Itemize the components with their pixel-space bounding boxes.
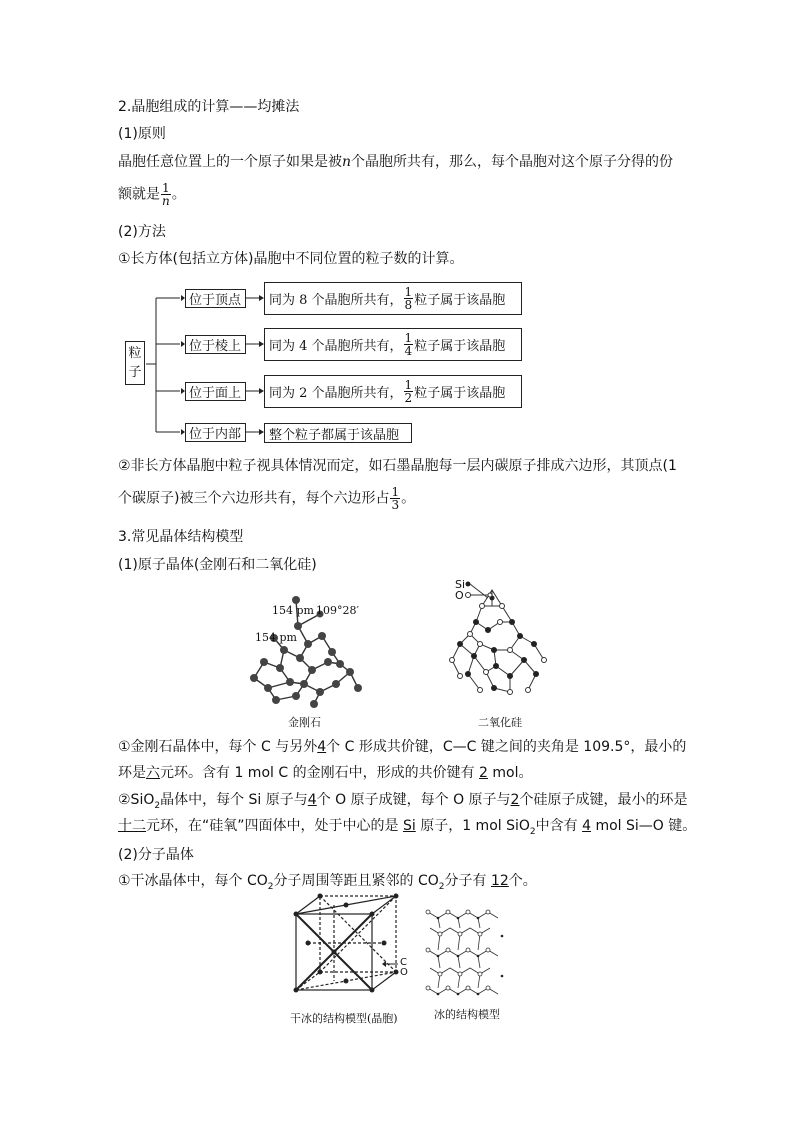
dry-ice-caption: 干冰的结构模型(晶胞) <box>290 1012 398 1025</box>
sio2-o-label: O <box>455 589 464 602</box>
principle-line-1: 晶胞任意位置上的一个原子如果是被n个晶胞所共有，那么，每个晶胞对这个原子分得的份 <box>118 154 674 170</box>
pos-box-vertex: 位于顶点 <box>185 289 246 308</box>
dry-ice-c-label: C <box>400 957 407 968</box>
subheading-molecular-crystal: (2)分子晶体 <box>118 847 194 863</box>
diamond-paragraph-line-2: 环是六元环。含有 1 mol C 的金刚石中，形成的共价键有 2 mol。 <box>118 765 533 781</box>
pos-box-face: 位于面上 <box>185 382 246 401</box>
root-box: 粒 子 <box>125 341 145 385</box>
dry-ice-paragraph: ①干冰晶体中，每个 $CO_2$分子周围等距且紧邻的 $CO_2$分子有 12个。 <box>118 873 537 892</box>
subheading-atomic-crystal: (1)原子晶体(金刚石和二氧化硅) <box>118 557 317 573</box>
sio2-caption: 二氧化硅 <box>478 716 522 729</box>
subheading-principle: (1)原则 <box>118 126 166 142</box>
diamond-bond-label-1: 154 pm <box>272 604 314 617</box>
section-title-3: 3.常见晶体结构模型 <box>118 529 244 545</box>
method-2-line-1: ②非长方体晶胞中粒子视具体情况而定，如石墨晶胞每一层内碳原子排成六边形，其顶点(1 <box>118 458 677 474</box>
desc-box-vertex: 同为 8 个晶胞所共有， $\frac{1}{8}$ 粒子属于该晶胞 <box>264 282 522 315</box>
diamond-bond-label-2: 154 pm <box>255 631 297 644</box>
desc-box-interior: 整个粒子都属于该晶胞 <box>264 423 412 443</box>
diamond-paragraph-line-1: ①金刚石晶体中，每个 C 与另外4个 C 形成共价键，C—C 键之间的夹角是 109.5°，最小的 <box>118 739 687 755</box>
section-title: 2.晶胞组成的计算——均摊法 <box>118 99 300 115</box>
ice-structure-figure <box>424 906 508 1006</box>
method-2-line-2: 个碳原子)被三个六边形共有，每个六边形占 $\frac{1}{3}$ 。 <box>118 485 416 512</box>
ice-caption: 冰的结构模型 <box>434 1008 500 1021</box>
diamond-caption: 金刚石 <box>288 716 321 729</box>
pos-box-edge: 位于棱上 <box>185 335 246 354</box>
desc-box-edge: 同为 4 个晶胞所共有， $\frac{1}{4}$ 粒子属于该晶胞 <box>264 328 522 361</box>
principle-line-2: 额就是 $\frac{1}{n}$ 。 <box>118 181 186 208</box>
fraction: $\frac{1}{n}$ <box>162 181 170 208</box>
dry-ice-o-label: O <box>400 967 408 978</box>
pos-box-interior: 位于内部 <box>185 423 246 442</box>
method-1: ①长方体(包括立方体)晶胞中不同位置的粒子数的计算。 <box>118 251 464 267</box>
desc-box-face: 同为 2 个晶胞所共有， $\frac{1}{2}$ 粒子属于该晶胞 <box>264 375 522 408</box>
sio2-paragraph-line-1: ②SiO$_2$晶体中，每个 Si 原子与4个 O 原子成键，每个 O 原子与2个硅原子成键，最小的环是 <box>118 792 688 811</box>
subheading-method: (2)方法 <box>118 224 166 240</box>
dry-ice-structure-figure <box>290 890 410 1005</box>
sio2-paragraph-line-2: 十二元环，在“硅氧”四面体中，处于中心的是 Si 原子，1 mol SiO$_2$中含有 4 mol Si—O 键。 <box>118 818 697 837</box>
sio2-si-label: Si <box>455 578 466 591</box>
diamond-angle-label: 109°28′ <box>316 604 359 617</box>
